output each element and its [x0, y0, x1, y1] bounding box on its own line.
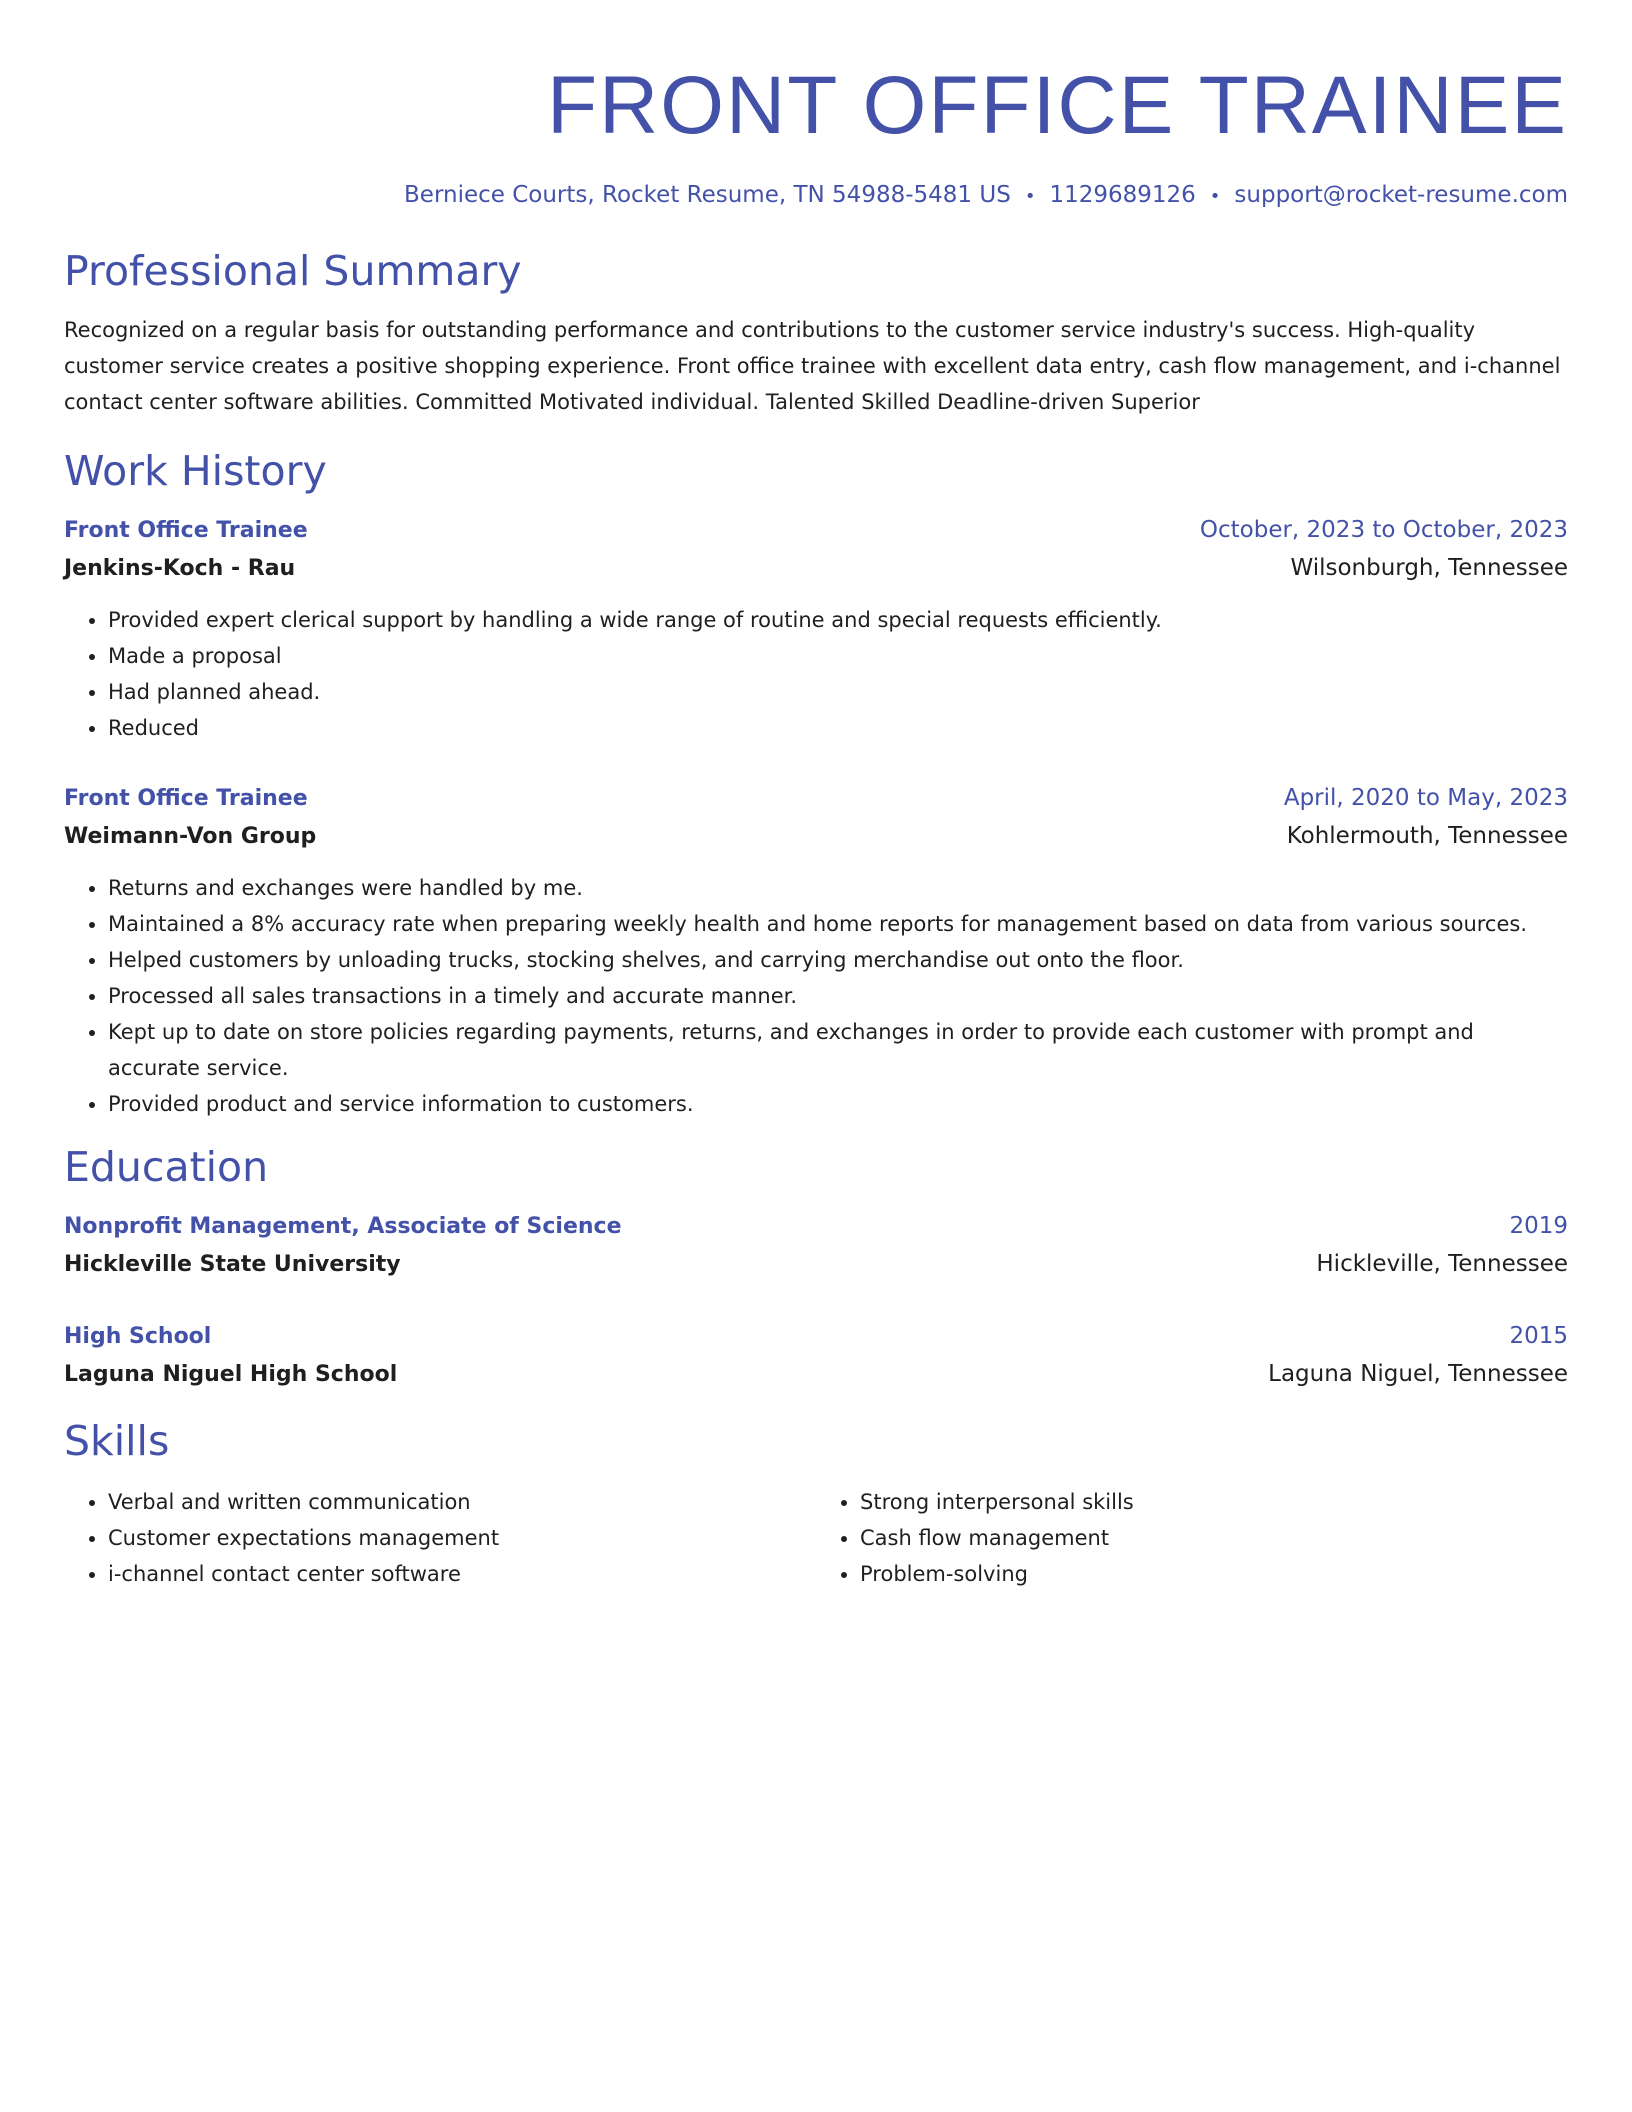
skills-grid: [64, 1484, 1568, 1592]
list-item: • Maintained a 8% accuracy rate when preparing weekly health and home reports for management based on data from various sources.: [108, 906, 1568, 942]
education-section: [64, 1142, 1568, 1394]
job-title: Front Office Trainee: [64, 518, 308, 543]
summary-section: [64, 246, 1568, 420]
summary-heading: Professional Summary: [64, 247, 522, 295]
job-dates: October, 2023 to October, 2023: [1199, 517, 1568, 543]
list-item: • Reduced: [108, 710, 1568, 746]
skills-list: [816, 1484, 1568, 1592]
degree-title: Nonprofit Management, Associate of Science: [64, 1214, 622, 1239]
school-name: Hickleville State University: [64, 1252, 401, 1277]
resume-header: [64, 56, 1568, 212]
list-item: • Provided expert clerical support by handling a wide range of routine and special requests efficiently.: [108, 602, 1568, 638]
list-item: • Returns and exchanges were handled by me.: [108, 870, 1568, 906]
list-item: • Cash flow management: [860, 1520, 1568, 1556]
contact-address: Berniece Courts, Rocket Resume, TN 54988-5481 US: [404, 182, 1011, 208]
education-heading: Education: [64, 1143, 269, 1191]
skills-list: [64, 1484, 816, 1592]
degree-row: [64, 1208, 1568, 1245]
school-row: [64, 1245, 1568, 1284]
education-entry: [64, 1208, 1568, 1284]
school-row: [64, 1355, 1568, 1394]
job-company-row: [64, 549, 1568, 588]
job-entry: [64, 780, 1568, 1122]
degree-year: 2015: [1509, 1323, 1568, 1349]
list-item: • Provided product and service information to customers.: [108, 1086, 1568, 1122]
job-title-row: [64, 512, 1568, 549]
work-history-heading: Work History: [64, 447, 327, 495]
list-item: • Made a proposal: [108, 638, 1568, 674]
resume-name: FRONT OFFICE TRAINEE: [546, 60, 1568, 151]
school-name: Laguna Niguel High School: [64, 1362, 398, 1387]
list-item: • Customer expectations management: [108, 1520, 816, 1556]
degree-title: High School: [64, 1324, 212, 1349]
skills-heading: Skills: [64, 1417, 170, 1465]
list-item: • Kept up to date on store policies regarding payments, returns, and exchanges in order to provide each customer with prompt and accurate service.: [108, 1014, 1568, 1086]
degree-year: 2019: [1509, 1213, 1568, 1239]
skills-section: [64, 1416, 1568, 1592]
degree-row: [64, 1318, 1568, 1355]
list-item: • Problem-solving: [860, 1556, 1568, 1592]
school-location: Laguna Niguel, Tennessee: [1268, 1361, 1568, 1387]
job-location: Kohlermouth, Tennessee: [1286, 823, 1568, 849]
contact-separator: •: [1024, 186, 1036, 207]
education-entry: [64, 1318, 1568, 1394]
job-bullets: [64, 870, 1568, 1122]
job-bullets: [64, 602, 1568, 746]
job-company: Weimann-Von Group: [64, 824, 317, 849]
list-item: • Helped customers by unloading trucks, stocking shelves, and carrying merchandise out onto the floor.: [108, 942, 1568, 978]
job-entry: [64, 512, 1568, 746]
list-item: • Had planned ahead.: [108, 674, 1568, 710]
summary-text: Recognized on a regular basis for outstanding performance and contributions to the customer service industry's success. High-quality customer service creates a positive shopping experience. Front office trainee with excellent data entry, cash flow management, and i-channel contact center software abilities. Committed Motivated individual. Talented Skilled Deadline-driven Superior: [64, 318, 1561, 414]
job-company-row: [64, 817, 1568, 856]
contact-line: [64, 180, 1568, 212]
job-location: Wilsonburgh, Tennessee: [1290, 555, 1568, 581]
job-company: Jenkins-Koch - Rau: [64, 556, 296, 581]
contact-email: support@rocket-resume.com: [1234, 182, 1568, 208]
list-item: • i-channel contact center software: [108, 1556, 816, 1592]
work-history-section: [64, 446, 1568, 1122]
list-item: • Verbal and written communication: [108, 1484, 816, 1520]
contact-phone: 1129689126: [1049, 182, 1196, 208]
school-location: Hickleville, Tennessee: [1316, 1251, 1568, 1277]
skills-column-left: [64, 1484, 816, 1592]
contact-separator: •: [1209, 186, 1221, 207]
skills-column-right: [816, 1484, 1568, 1592]
job-title-row: [64, 780, 1568, 817]
job-dates: April, 2020 to May, 2023: [1283, 785, 1568, 811]
list-item: • Strong interpersonal skills: [860, 1484, 1568, 1520]
list-item: • Processed all sales transactions in a timely and accurate manner.: [108, 978, 1568, 1014]
job-title: Front Office Trainee: [64, 786, 308, 811]
